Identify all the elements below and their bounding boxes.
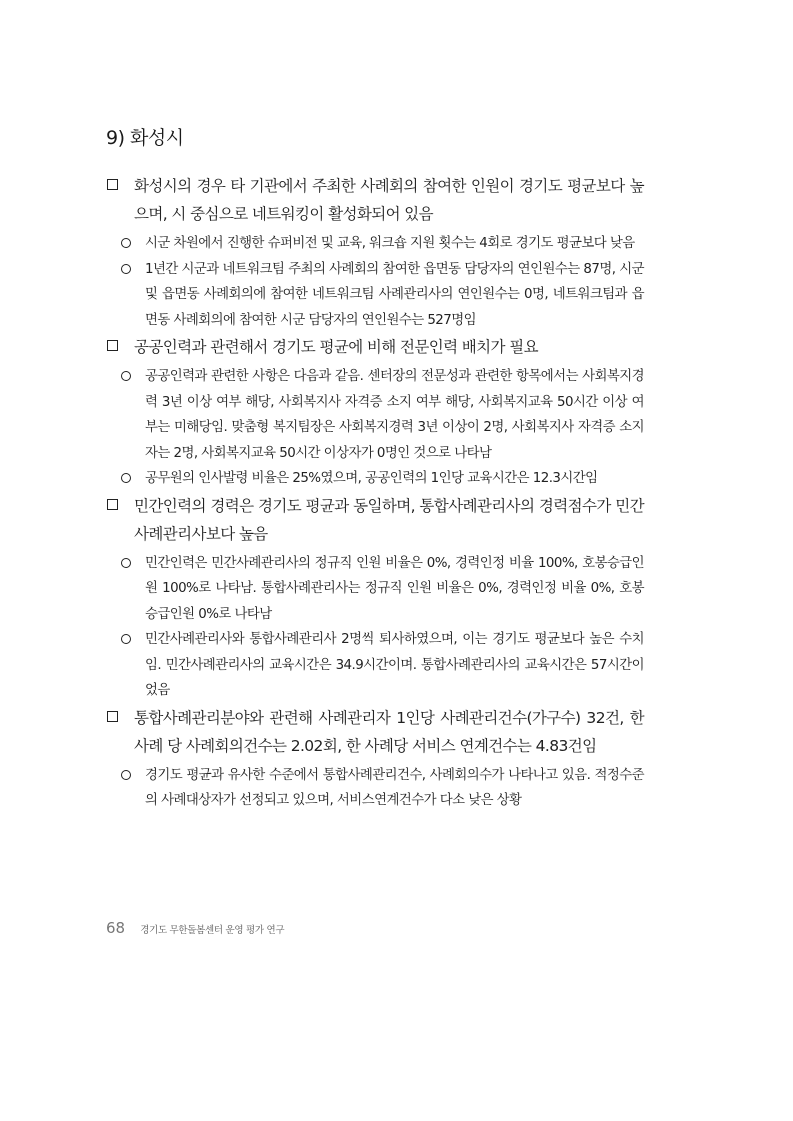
bullet-square-2 bbox=[104, 333, 644, 361]
bullet-circle-2-1-text: 공공인력과 관련한 사항은 다음과 같음. 센터장의 전문성과 관련한 항목에서는 사회복지경력 3년 이상 여부 해당, 사회복지사 자격증 소지 여부 해당, 사회복지교육 50시간 이상 여부는 미해당임. 맞춤형 복지팀장은 사회복지경력 3년 이상이 2명, 사회복지사 자격증 소지자는 2명, 사회복지교육 50시간 이상자가 0명인 것으로 나타남 bbox=[145, 369, 644, 461]
circle-bullet-icon bbox=[121, 473, 131, 483]
bullet-circle-1-1 bbox=[104, 231, 644, 257]
circle-bullet-icon bbox=[121, 558, 131, 568]
bullet-circle-1-2-text: 1년간 시군과 네트워크팀 주최의 사례회의 참여한 읍면동 담당자의 연인원수는 87명, 시군 및 읍면동 사례회의에 참여한 네트워크팀 사례관리사의 연인원수는 0명, 네트워크팀과 읍면동 사례회의에 참여한 시군 담당자의 연인원수는 527명임 bbox=[145, 261, 644, 328]
square-bullet-icon bbox=[107, 340, 118, 351]
bullet-square-1-text: 화성시의 경우 타 기관에서 주최한 사례회의 참여한 인원이 경기도 평균보다 높으며, 시 중심으로 네트워킹이 활성화되어 있음 bbox=[134, 177, 644, 223]
bullet-circle-3-1 bbox=[104, 551, 644, 628]
page-number: 68 bbox=[106, 919, 126, 937]
bullet-circle-2-1 bbox=[104, 364, 644, 466]
bullet-circle-1-1-text: 시군 차원에서 진행한 슈퍼비전 및 교육, 워크숍 지원 횟수는 4회로 경기도 평균보다 낮음 bbox=[145, 236, 635, 251]
circle-bullet-icon bbox=[121, 238, 131, 248]
bullet-circle-2-2-text: 공무원의 인사발령 비율은 25%였으며, 공공인력의 1인당 교육시간은 12.3시간임 bbox=[145, 471, 598, 486]
bullet-square-2-text: 공공인력과 관련해서 경기도 평균에 비해 전문인력 배치가 필요 bbox=[134, 338, 538, 356]
section-heading: 9) 화성시 bbox=[106, 127, 184, 149]
bullet-circle-3-2 bbox=[104, 627, 644, 704]
bullet-square-3-text: 민간인력의 경력은 경기도 평균과 동일하며, 통합사례관리사의 경력점수가 민간사례관리사보다 높음 bbox=[134, 496, 644, 543]
bullet-circle-3-2-text: 민간사례관리사와 통합사례관리사 2명씩 퇴사하였으며, 이는 경기도 평균보다 높은 수치 임. 민간사례관리사의 교육시간은 34.9시간이며. 통합사례관리사의 교육시간은 57시간이었음 bbox=[145, 632, 644, 698]
bullet-square-1 bbox=[104, 172, 644, 228]
bullet-circle-4-1-text: 경기도 평균과 유사한 수준에서 통합사례관리건수, 사례회의수가 나타나고 있음. 적정수준의 사례대상자가 선정되고 있으며, 서비스연계건수가 다소 낮은 상황 bbox=[145, 767, 644, 808]
square-bullet-icon bbox=[107, 179, 118, 190]
bullet-square-4-text: 통합사례관리분야와 관련해 사례관리자 1인당 사례관리건수(가구수) 32건, 한 사례 당 사례회의건수는 2.02회, 한 사례당 서비스 연계건수는 4.83건임 bbox=[134, 708, 644, 755]
bullet-square-3 bbox=[104, 492, 644, 548]
square-bullet-icon bbox=[107, 711, 118, 722]
circle-bullet-icon bbox=[121, 264, 131, 274]
page-footer bbox=[106, 918, 284, 937]
bullet-circle-1-2 bbox=[104, 257, 644, 334]
footer-title: 경기도 무한돌봄센터 운영 평가 연구 bbox=[140, 925, 285, 936]
circle-bullet-icon bbox=[121, 770, 131, 780]
circle-bullet-icon bbox=[121, 371, 131, 381]
bullet-circle-4-1 bbox=[104, 763, 644, 814]
bullet-circle-3-1-text: 민간인력은 민간사례관리사의 정규직 인원 비율은 0%, 경력인정 비율 100%, 호봉승급인원 100%로 나타남. 통합사례관리사는 정규직 인원 비율은 0%, 경력인정 비율 0%, 호봉승급인원 0%로 나타남 bbox=[145, 555, 644, 622]
square-bullet-icon bbox=[107, 499, 118, 510]
bullet-square-4 bbox=[104, 704, 644, 760]
bullet-circle-2-2 bbox=[104, 466, 644, 492]
circle-bullet-icon bbox=[121, 634, 131, 644]
document-body bbox=[104, 172, 644, 814]
